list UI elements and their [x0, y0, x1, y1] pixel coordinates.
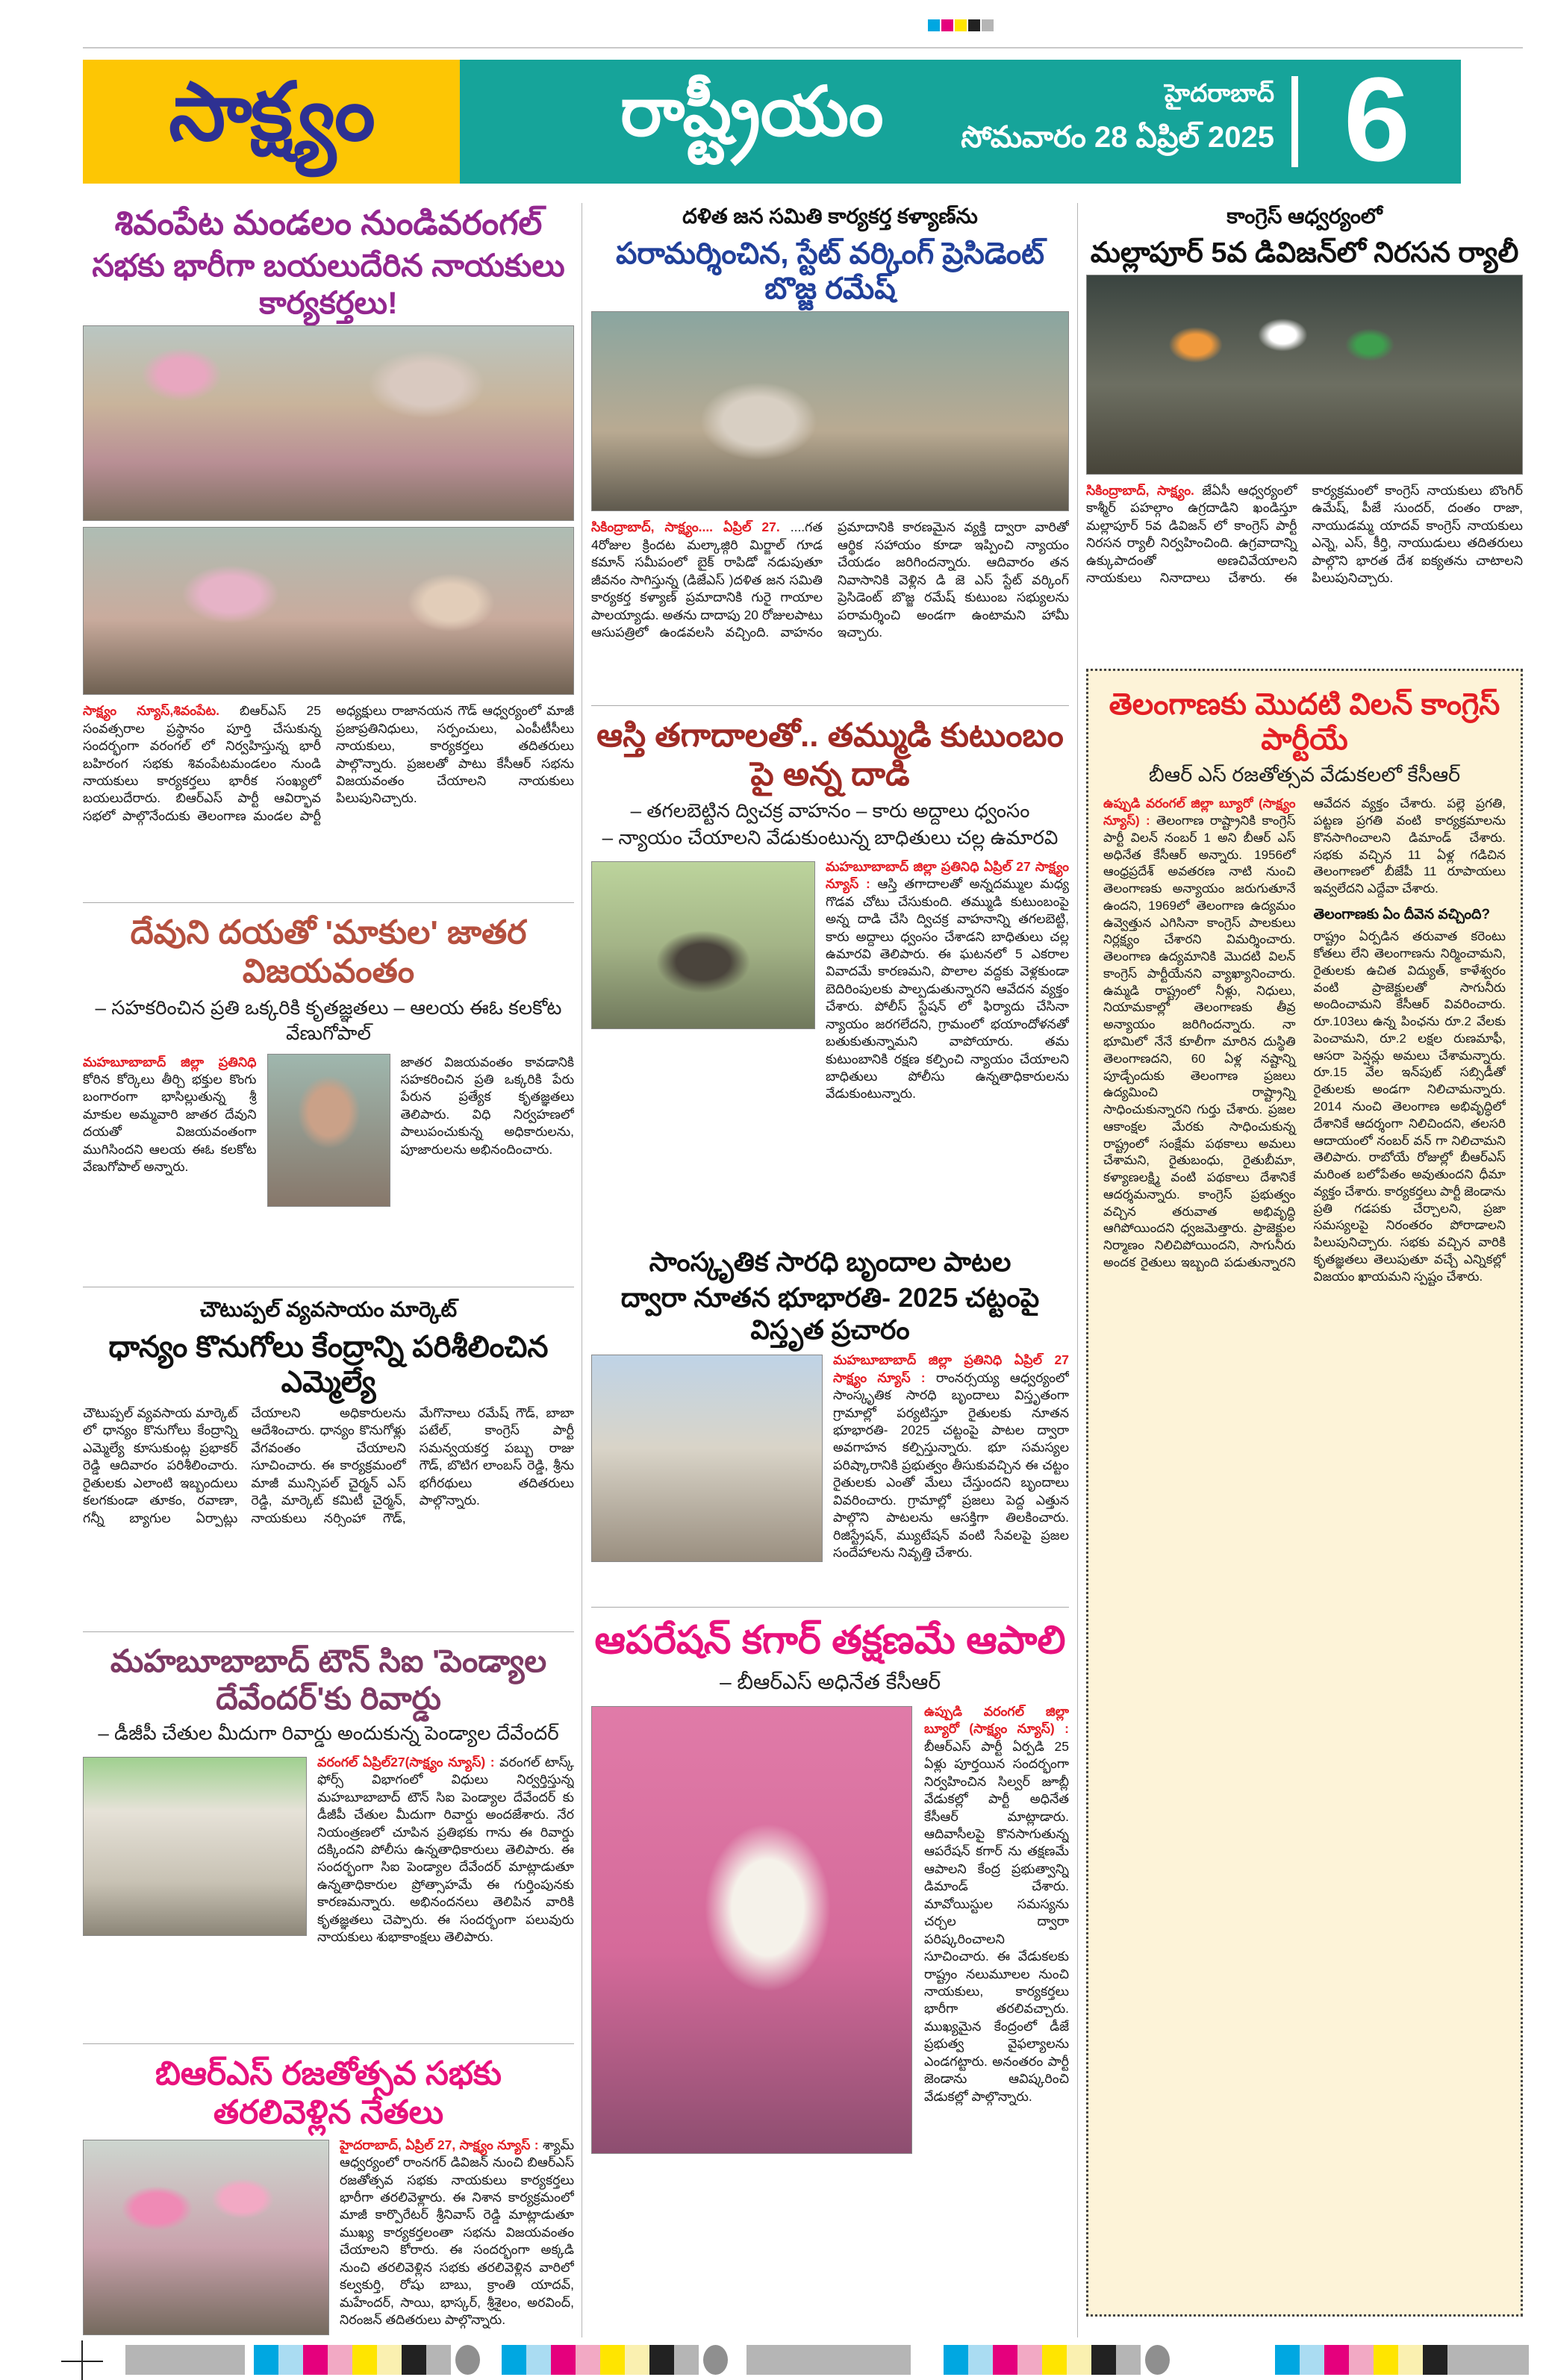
edition-date: సోమవారం 28 ఏప్రిల్ 2025 [961, 121, 1274, 154]
article-divider [591, 705, 1069, 706]
headline: తెలంగాణకు మొదటి విలన్ కాంగ్రెస్ పార్టీయే [1109, 687, 1500, 757]
kicker: కాంగ్రెస్ ఆధ్వర్యంలో [1226, 204, 1383, 228]
dateline: సికింద్రాబాద్, సాక్ష్యం. [1086, 482, 1194, 498]
top-rule [83, 47, 1523, 49]
headline: ఆపరేషన్ కగార్ తక్షణమే ఆపాలి [594, 1619, 1066, 1663]
dateline: మహబూబాబాద్ జిల్లా ప్రతినిధి ఏప్రిల్ 27 సాక్ష్యం న్యూస్ : [833, 1352, 1069, 1385]
column-middle [591, 203, 1069, 2346]
article-brs-rajatotsava [83, 2055, 574, 2346]
photo-bus-crowd [83, 325, 574, 521]
subheadline: – సహకరించిన ప్రతి ఒక్కరికి కృతజ్ఞతలు – ఆలయ ఈఓ కలకోట వేణుగోపాల్ [95, 996, 562, 1044]
article-mallapur-rally [1086, 204, 1523, 658]
column-left [83, 203, 574, 2346]
article-grain-center [83, 1298, 574, 1622]
gray-bar [125, 2345, 245, 2375]
body-left [83, 1054, 257, 1176]
headline: ఆస్తి తగాదాలతో.. తమ్ముడి కుటుంబం పై అన్న దాడి [596, 717, 1064, 793]
headline-line2: ద్వారా నూతన భూభారతి- 2025 చట్టంపై విస్తృత ప్రచారం [620, 1282, 1040, 1345]
article-property-dispute [591, 716, 1069, 1246]
dateline: మహబూబాబాద్ జిల్లా ప్రతినిధి ఏప్రిల్ 27 సాక్ష్యం న్యూస్ : [826, 858, 1069, 892]
photo-burnt-bike [591, 861, 815, 1029]
article-sivampeta [83, 203, 574, 893]
photo-cultural-meeting [591, 1355, 823, 1562]
dateline: ఉప్పుడి వరంగల్ జిల్లా బ్యూరో (సాక్ష్యం న్యూస్) : [924, 1703, 1069, 1737]
body-text: కోరిన కోర్కెలు తీర్చి భక్తుల కొంగు బంగారంగా భాసిల్లుతున్న శ్రీ మాకుల అమ్మవారి జాతర దేవుని దయతో విజయవంతంగా ముగిసిందని ఆలయ ఈఓ కలకోట వేణుగోపాల్ అన్నారు. [83, 1072, 257, 1175]
masthead-box [83, 60, 460, 184]
headline: మహబూబాబాద్ టౌన్ సిఐ 'పెండ్యాల దేవేందర్'కు రివార్డు [110, 1643, 547, 1716]
print-registration-strip [0, 2342, 1543, 2379]
body-text: జేఏసీ ఆధ్వర్యంలో కాశ్మీర్ పహల్గాం ఉగ్రదాడిని ఖండిస్తూ మల్లాపూర్ 5వ డివిజన్ లో కాంగ్రెస్ పార్టీ నిరసన ర్యాలీ నిర్వహించింది. ఉగ్రవాదాన్ని ఉక్కుపాదంతో అణచివేయాలని నాయకులు నినాదాలు చేశారు. ఈ కార్యక్రమంలో కాంగ్రెస్ నాయకులు బొంగిర్ ఉమేష్, పీజే సుందర్, దంతం రాజా, నాయుడమ్మ యాదవ్ కాంగ్రెస్ నాయకులు ఎన్నె, ఎస్, కీర్తి, నాయుడులు తదితరులు పాల్గొని భారత దేశ ఐక్యతను చాటాలని పిలుపునిచ్చారు. [1086, 482, 1523, 586]
headline: ధాన్యం కొనుగోలు కేంద్రాన్ని పరిశీలించిన ఎమ్మెల్యే [108, 1330, 549, 1399]
dateline: వరంగల్ ఏప్రిల్27(సాక్ష్యం న్యూస్) : [317, 1754, 495, 1770]
photo-pink-flags-rally [83, 2140, 329, 2335]
article-bojja-ramesh [591, 204, 1069, 696]
body-text: శ్యామ్ ఆధ్వర్యంలో రాంనగర్ డివిజన్ నుంచి బిఆర్ఎస్ రజతోత్సవ సభకు నాయకులు కార్యకర్తలు భారీగా తరలివెళ్లారు. ఈ నిశాన కార్యక్రమంలో మాజీ కార్పొరేటర్ శ్రీనివాస్ రెడ్డి మాట్లాడుతూ ముఖ్య కార్యకర్తలంతా సభను విజయవంతం చేయాలని కోరారు. ఈ సందర్భంగా అక్కడి నుంచి తరలివెళ్లిన సభకు తరలివెళ్లిన వారిలో కల్వకుర్తి, రోషు బాబు, క్రాంతి యాదవ్, మహేందర్, సాయి, భాస్కర్, శ్రీశైలం, అరవింద్, నిరంజన్ తదితరులు పాల్గొన్నారు. [340, 2137, 574, 2328]
body-text: ఆస్తి తగాదాలతో అన్నదమ్ముల మధ్య గొడవ చోటు చేసుకుంది. తమ్ముడి కుటుంబంపై అన్న దాడి చేసి ద్విచక్ర వాహనాన్ని తగలబెట్టి, కారు అద్దాలు ధ్వంసం చేశాడని బాధితులు చల్ల ఉమారవి తెలిపారు. ఈ ఘటనలో 5 ఎకరాల వివాదమే కారణమని, పొలాల వద్దకు వెళ్లకుండా బెదిరింపులకు పాల్పడుతున్నారని ఆవేదన వ్యక్తం చేశారు. పోలీస్ స్టేషన్ లో ఫిర్యాదు చేసినా న్యాయం జరగలేదని, గ్రామంలో భయాందోళనతో బతుకుతున్నామని వాపోయారు. తమ కుటుంబానికి రక్షణ కల్పించి న్యాయం చేయాలని బాధితులు పోలీసు ఉన్నతాధికారులను వేడుకుంటున్నారు. [826, 876, 1069, 1102]
article-bhubharati [591, 1246, 1069, 1598]
article-body [833, 1352, 1069, 1561]
section-band [460, 52, 1461, 186]
headline-line2: సభకు భారీగా బయలుదేరిన నాయకులు కార్యకర్తలు! [92, 248, 565, 320]
page-number-divider [1291, 76, 1298, 167]
cmyk-patch-group [944, 2345, 1170, 2375]
top-registration-mark [928, 19, 994, 31]
photo-portrait [267, 1054, 390, 1207]
body-text: బీఆర్ఎస్ పార్టీ ఏర్పడి 25 ఏళ్లు పూర్తయిన సందర్భంగా నిర్వహించిన సిల్వర్ జూబ్లీ వేడుకల్లో పార్టీ అధినేత కేసీఆర్ మాట్లాడారు. ఆదివాసీలపై కొనసాగుతున్న ఆపరేషన్ కగార్ ను తక్షణమే ఆపాలని కేంద్ర ప్రభుత్వాన్ని డిమాండ్ చేశారు. మావోయిస్టుల సమస్యను చర్చల ద్వారా పరిష్కరించాలని సూచించారు. ఈ వేడుకలకు రాష్ట్రం నలుమూలల నుంచి నాయకులు, కార్యకర్తలు భారీగా తరలివచ్చారు. ముఖ్యమైన కేంద్రంలో డీజే ప్రభుత్వ వైఫల్యాలను ఎండగట్టారు. అనంతరం పార్టీ జెండాను ఆవిష్కరించి వేడుకల్లో పాల్గొన్నారు. [924, 1738, 1069, 2104]
photo-award-ceremony [83, 1757, 307, 1936]
body-text: ....గత 4రోజుల క్రిందట మల్కాజ్గిరి మిర్జాల్ గూడ కమాన్ సమీపంలో బైక్ రాపిడో నడుపుతూ జీవనం సాగిస్తున్న (డిజేఎస్ )దళిత జన సమితి కార్యకర్త కళ్యాణ్ ప్రమాదానికి గురై గాయాల పాలయ్యాడు. అతను దాదాపు 20 రోజులపాటు ఆసుపత్రిలో ఉండవలసి వచ్చింది. వాహనం ప్రమాదానికి కారణమైన వ్యక్తి ద్వారా వారితో ఆర్థిక సహాయం కూడా ఇప్పించి న్యాయం చేయడం జరిగిందన్నారు. ఆదివారం తన నివాసానికి వెళ్లిన డి జె ఎస్ స్టేట్ వర్కింగ్ ప్రెసిడెంట్ బొజ్జ రమేష్ కుటుంబ సభ్యులను పరామర్శించి అండగా ఉంటామని హామీ ఇచ్చారు. [591, 519, 1069, 640]
headline: శివంపేట మండలం నుండివరంగల్ [114, 204, 543, 242]
article-body [1103, 796, 1506, 2273]
article-operation-kagar [591, 1618, 1069, 2285]
section-title: రాష్ట్రీయం [620, 74, 884, 150]
dateline: మహబూబాబాద్ జిల్లా ప్రతినిధి [83, 1054, 257, 1069]
kicker: దళిత జన సమితి కార్యకర్త కళ్యాణ్‌ను [682, 204, 978, 228]
headline: మల్లాపూర్ 5వ డివిజన్‌లో నిరసన ర్యాలీ [1090, 237, 1519, 269]
body-text: రాంనర్సయ్య ఆధ్వర్యంలో సాంస్కృతిక సారధి బృందాలు విస్తృతంగా గ్రామాల్లో పర్యటిస్తూ రైతులకు నూతన భూభారతి- 2025 చట్టంపై పాటల ద్వారా అవగాహన కల్పిస్తున్నారు. భూ సమస్యల పరిష్కారానికి ప్రభుత్వం తీసుకువచ్చిన ఈ చట్టం రైతులకు ఎంతో మేలు చేస్తుందని బృందాలు వివరించారు. గ్రామాల్లో ప్రజలు పెద్ద ఎత్తున పాల్గొని పాటలను ఆసక్తిగా తిలకించారు. రిజిస్ట్రేషన్, మ్యుటేషన్ వంటి సేవలపై ప్రజల సందేహాలను నివృత్తి చేశారు. [833, 1369, 1069, 1560]
edition-city: హైదరాబాద్ [1165, 79, 1274, 107]
article-body [83, 702, 574, 893]
subheadline: – బీఆర్ఎస్ అధినేత కేసీఆర్ [720, 1670, 941, 1693]
article-body [1086, 482, 1523, 658]
article-divider [83, 902, 574, 903]
body-text: బిఆర్ఎస్ 25 సంవత్సరాల ప్రస్థానం పూర్తి చేసుకున్న సందర్భంగా వరంగల్ లో నిర్వహిస్తున్న భారీ బహిరంగ సభకు శివంపేటమండలం నుండి నాయకులు కార్యకర్తలు భారీక సంఖ్యలో బయలుదేరారు. బిఆర్ఎస్ పార్టీ ఆవిర్భావ సభలో పాల్గొనేందుకు తెలంగాణ మండల పార్టీ అధ్యక్షులు రాజానయన గౌడ్ ఆధ్వర్యంలో మాజీ ప్రజాప్రతినిధులు, సర్పంచులు, ఎంపీటీసీలు నాయకులు, కార్యకర్తలు తదితరులు పాల్గొన్నారు. ప్రజలతో పాటు కేసీఆర్ సభను విజయవంతం చేయాలని నాయకులు పిలుపునిచ్చారు. [83, 703, 574, 823]
headline: పరామర్శించిన, స్టేట్ వర్కింగ్ ప్రెసిడెంట్ బొజ్జ రమేష్ [615, 237, 1045, 306]
cmyk-patch-group [254, 2345, 480, 2375]
body-text: వరంగల్ టాస్క్ ఫోర్స్ విభాగంలో విధులు నిర్వర్తిస్తున్న మహబూబాబాద్ టౌన్ సిఐ పెండ్యాల దేవేందర్ కు డీజీపీ చేతుల మీదుగా రివార్డు అందజేశారు. నేర నియంత్రణలో చూపిన ప్రతిభకు గాను ఈ రివార్డు దక్కిందని పోలీసు ఉన్నతాధికారులు తెలిపారు. ఈ సందర్భంగా సిఐ పెండ్యాల దేవేందర్ మాట్లాడుతూ ఉన్నతాధికారుల ప్రోత్సాహమే ఈ గుర్తింపునకు కారణమన్నారు. అభినందనలు తెలిపిన వారికి కృతజ్ఞతలు చెప్పారు. ఈ సందర్భంగా పలువురు నాయకులు శుభాకాంక్షలు తెలిపారు. [317, 1754, 574, 1945]
body-text-2: రాష్ట్రం ఏర్పడిన తరువాత కరెంటు కోతలు లేని తెలంగాణను నిర్మించామని, రైతులకు ఉచిత విద్యుత్, కాళేశ్వరం వంటి ప్రాజెక్టులతో సాగునీరు అందించామని కేసీఆర్ వివరించారు. రూ.103లు ఉన్న పింఛను రూ.2 వేలకు పెంచామని, రూ.2 లక్షల రుణమాఫీ, ఆసరా పెన్షన్లు అమలు చేశామన్నారు. రూ.15 వేల ఇన్‌పుట్ సబ్సిడీతో రైతులకు అండగా నిలిచామన్నారు. 2014 నుంచి తెలంగాణ అభివృద్ధిలో దేశానికే ఆదర్శంగా నిలిచిందని, తలసరి ఆదాయంలో నంబర్ వన్ గా నిలిచామని తెలిపారు. రాబోయే రోజుల్లో బీఆర్ఎస్ మరింత బలోపేతం అవుతుందని ధీమా వ్యక్తం చేశారు. కార్యకర్తలు పార్టీ జెండాను ప్రతి గడపకు చేర్చాలని, ప్రజా సమస్యలపై నిరంతరం పోరాడాలని పిలుపునిచ్చారు. సభకు వచ్చిన వారికి కృతజ్ఞతలు తెలుపుతూ వచ్చే ఎన్నికల్లో విజయం ఖాయమని స్పష్టం చేశారు. [1313, 929, 1506, 1284]
subheadline-1: – తగలబెట్టిన ద్విచక్ర వాహనం – కారు అద్దాలు ధ్వంసం [630, 799, 1030, 822]
masthead-title: సాక్ష్యం [169, 66, 374, 157]
article-body: చౌటుప్పల్ వ్యవసాయ మార్కెట్ లో ధాన్యం కొనుగోలు కేంద్రాన్ని ఎమ్మెల్యే కూసుకుంట్ల ప్రభాకర్ రెడ్డి ఆదివారం పరిశీలించారు. రైతులకు ఎలాంటి ఇబ్బందులు కలగకుండా తూకం, రవాణా, గన్నీ బ్యాగుల ఏర్పాట్లు చేయాలని అధికారులను ఆదేశించారు. ధాన్యం కొనుగోళ్లు వేగవంతం చేయాలని సూచించారు. ఈ కార్యక్రమంలో మాజీ మున్సిపల్ చైర్మన్ ఎస్ రెడ్డి, మార్కెట్ కమిటీ చైర్మన్, నాయకులు నర్సింహా గౌడ్, మేగొనాలు రమేష్ గౌడ్, బాబా పటేల్, కాంగ్రెస్ పార్టీ సమన్వయకర్త పబ్బు రాజు గౌడ్, బొటిగ లాంబస్ రెడ్డి, శ్రీను భగీరథులు తదితరులు పాల్గొన్నారు. [83, 1405, 574, 1525]
body-right: జాతర విజయవంతం కావడానికి సహకరించిన ప్రతి ఒక్కరికి పేరు పేరున ప్రత్యేక కృతజ్ఞతలు తెలిపారు. విధి నిర్వహణలో పాలుపంచుకున్న అధికారులను, పూజారులను అభినందించారు. [400, 1054, 574, 1157]
subheadline: – డీజీపీ చేతుల మీదుగా రివార్డు అందుకున్న పెండ్యాల దేవేందర్ [98, 1722, 559, 1745]
column-rule-2 [1077, 203, 1078, 2337]
dateline: ఉప్పుడి వరంగల్ జిల్లా బ్యూరో (సాక్ష్యం న్యూస్) : [1103, 796, 1296, 828]
article-body [924, 1703, 1069, 2105]
cmyk-patch-group [502, 2345, 728, 2375]
page-number: 6 [1344, 52, 1410, 186]
photo-protest-rally [1086, 275, 1523, 475]
registration-crosshair [66, 2345, 99, 2378]
registration-dot [1145, 2345, 1170, 2375]
dateline: సాక్ష్యం న్యూస్,శివంపేట. [83, 703, 219, 719]
headline: సాంస్కృతిక సారధి బృందాల పాటల [649, 1246, 1011, 1277]
photo-group [83, 527, 574, 695]
article-body [826, 858, 1069, 1103]
article-body [317, 1754, 574, 1946]
page-header [83, 52, 1461, 186]
subheadline-2: – న్యాయం చేయాలని వేడుకుంటున్న బాధితులు చల్ల ఉమారవి [602, 825, 1059, 849]
cmyk-patch-group [1275, 2345, 1501, 2375]
dateline: సికింద్రాబాద్, సాక్ష్యం.... ఏప్రిల్ 27. [591, 519, 780, 535]
headline: దేవుని దయతో 'మాకుల' జాతర విజయవంతం [130, 914, 527, 990]
photo-hospital-visit [591, 311, 1069, 511]
kicker: చౌటుప్పల్ వ్యవసాయం మార్కెట్ [199, 1297, 458, 1321]
article-kcr-box [1086, 669, 1523, 2317]
photo-kcr-speech [591, 1706, 912, 2154]
column-right [1086, 203, 1523, 2346]
gray-bar [1469, 2345, 1529, 2375]
headline: బిఆర్ఎస్ రజతోత్సవ సభకు తరలివెళ్లిన నేతలు [155, 2055, 502, 2131]
body-text-1: తెలంగాణ రాష్ట్రానికి కాంగ్రెస్ పార్టీ విలన్ నంబర్ 1 అని బీఆర్ ఎస్ అధినేత కేసీఆర్ అన్నారు. 1956లో ఆంధ్రప్రదేశ్ అవతరణ నాటి నుంచి తెలంగాణకు అన్యాయం జరుగుతూనే ఉందని, 1969లో తెలంగాణ ఉద్యమం ఉవ్వెత్తున ఎగిసినా కాంగ్రెస్ పాలకులు నిర్లక్ష్యం చేశారని విమర్శించారు. తెలంగాణ ఉద్యమానికి మొదటి విలన్ కాంగ్రెస్ పార్టీయేనని వ్యాఖ్యానించారు. ఉమ్మడి రాష్ట్రంలో నీళ్లు, నిధులు, నియామకాల్లో తెలంగాణకు తీవ్ర అన్యాయం జరిగిందన్నారు. నా భూమిలో నేనే కూలీగా మారిన దుస్థితి తెలంగాణదని, 60 ఏళ్ల నష్టాన్ని పూడ్చేందుకు తెలంగాణ ప్రజలు ఉద్యమించి రాష్ట్రాన్ని సాధించుకున్నారని గుర్తు చేశారు. ప్రజల ఆకాంక్షల మేరకు సాధించుకున్న రాష్ట్రంలో సంక్షేమ పథకాలు అమలు చేశామని, రైతుబంధు, రైతుబీమా, కళ్యాణలక్ష్మి వంటి పథకాలు దేశానికే ఆదర్శమన్నారు. కాంగ్రెస్ ప్రభుత్వం వచ్చిన తరువాత అభివృద్ధి ఆగిపోయిందని ధ్వజమెత్తారు. ప్రాజెక్టుల నిర్మాణం నిలిచిపోయిందని, సాగునీరు అందక రైతులు ఇబ్బంది పడుతున్నారని ఆవేదన వ్యక్తం చేశారు. పల్లె ప్రగతి, పట్టణ ప్రగతి వంటి కార్యక్రమాలను కొనసాగించాలని డిమాండ్ చేశారు. సభకు వచ్చిన 11 ఏళ్ల గడిచిన తెలంగాణలో బీజేపీ 11 రూపాయలు ఇవ్వలేదని ఎద్దేవా చేశారు. [1103, 796, 1506, 1269]
edition-block [961, 79, 1274, 162]
gray-bar [746, 2345, 911, 2375]
registration-dot [455, 2345, 480, 2375]
article-body [591, 519, 1069, 696]
article-body [340, 2137, 574, 2329]
article-divider [83, 2043, 574, 2044]
article-ci-reward [83, 1643, 574, 2034]
article-divider [591, 1607, 1069, 1608]
dateline: హైదరాబాద్, ఏప్రిల్ 27, సాక్ష్యం న్యూస్ : [340, 2137, 539, 2152]
subheadline: బీఆర్ ఎస్ రజతోత్సవ వేడుకలలో కేసీఆర్ [1148, 763, 1461, 787]
article-divider [83, 1631, 574, 1632]
bold-question: తెలంగాణకు ఏం దీవెన వచ్చింది? [1313, 906, 1491, 922]
registration-dot [703, 2345, 728, 2375]
article-makula-jatara [83, 913, 574, 1277]
